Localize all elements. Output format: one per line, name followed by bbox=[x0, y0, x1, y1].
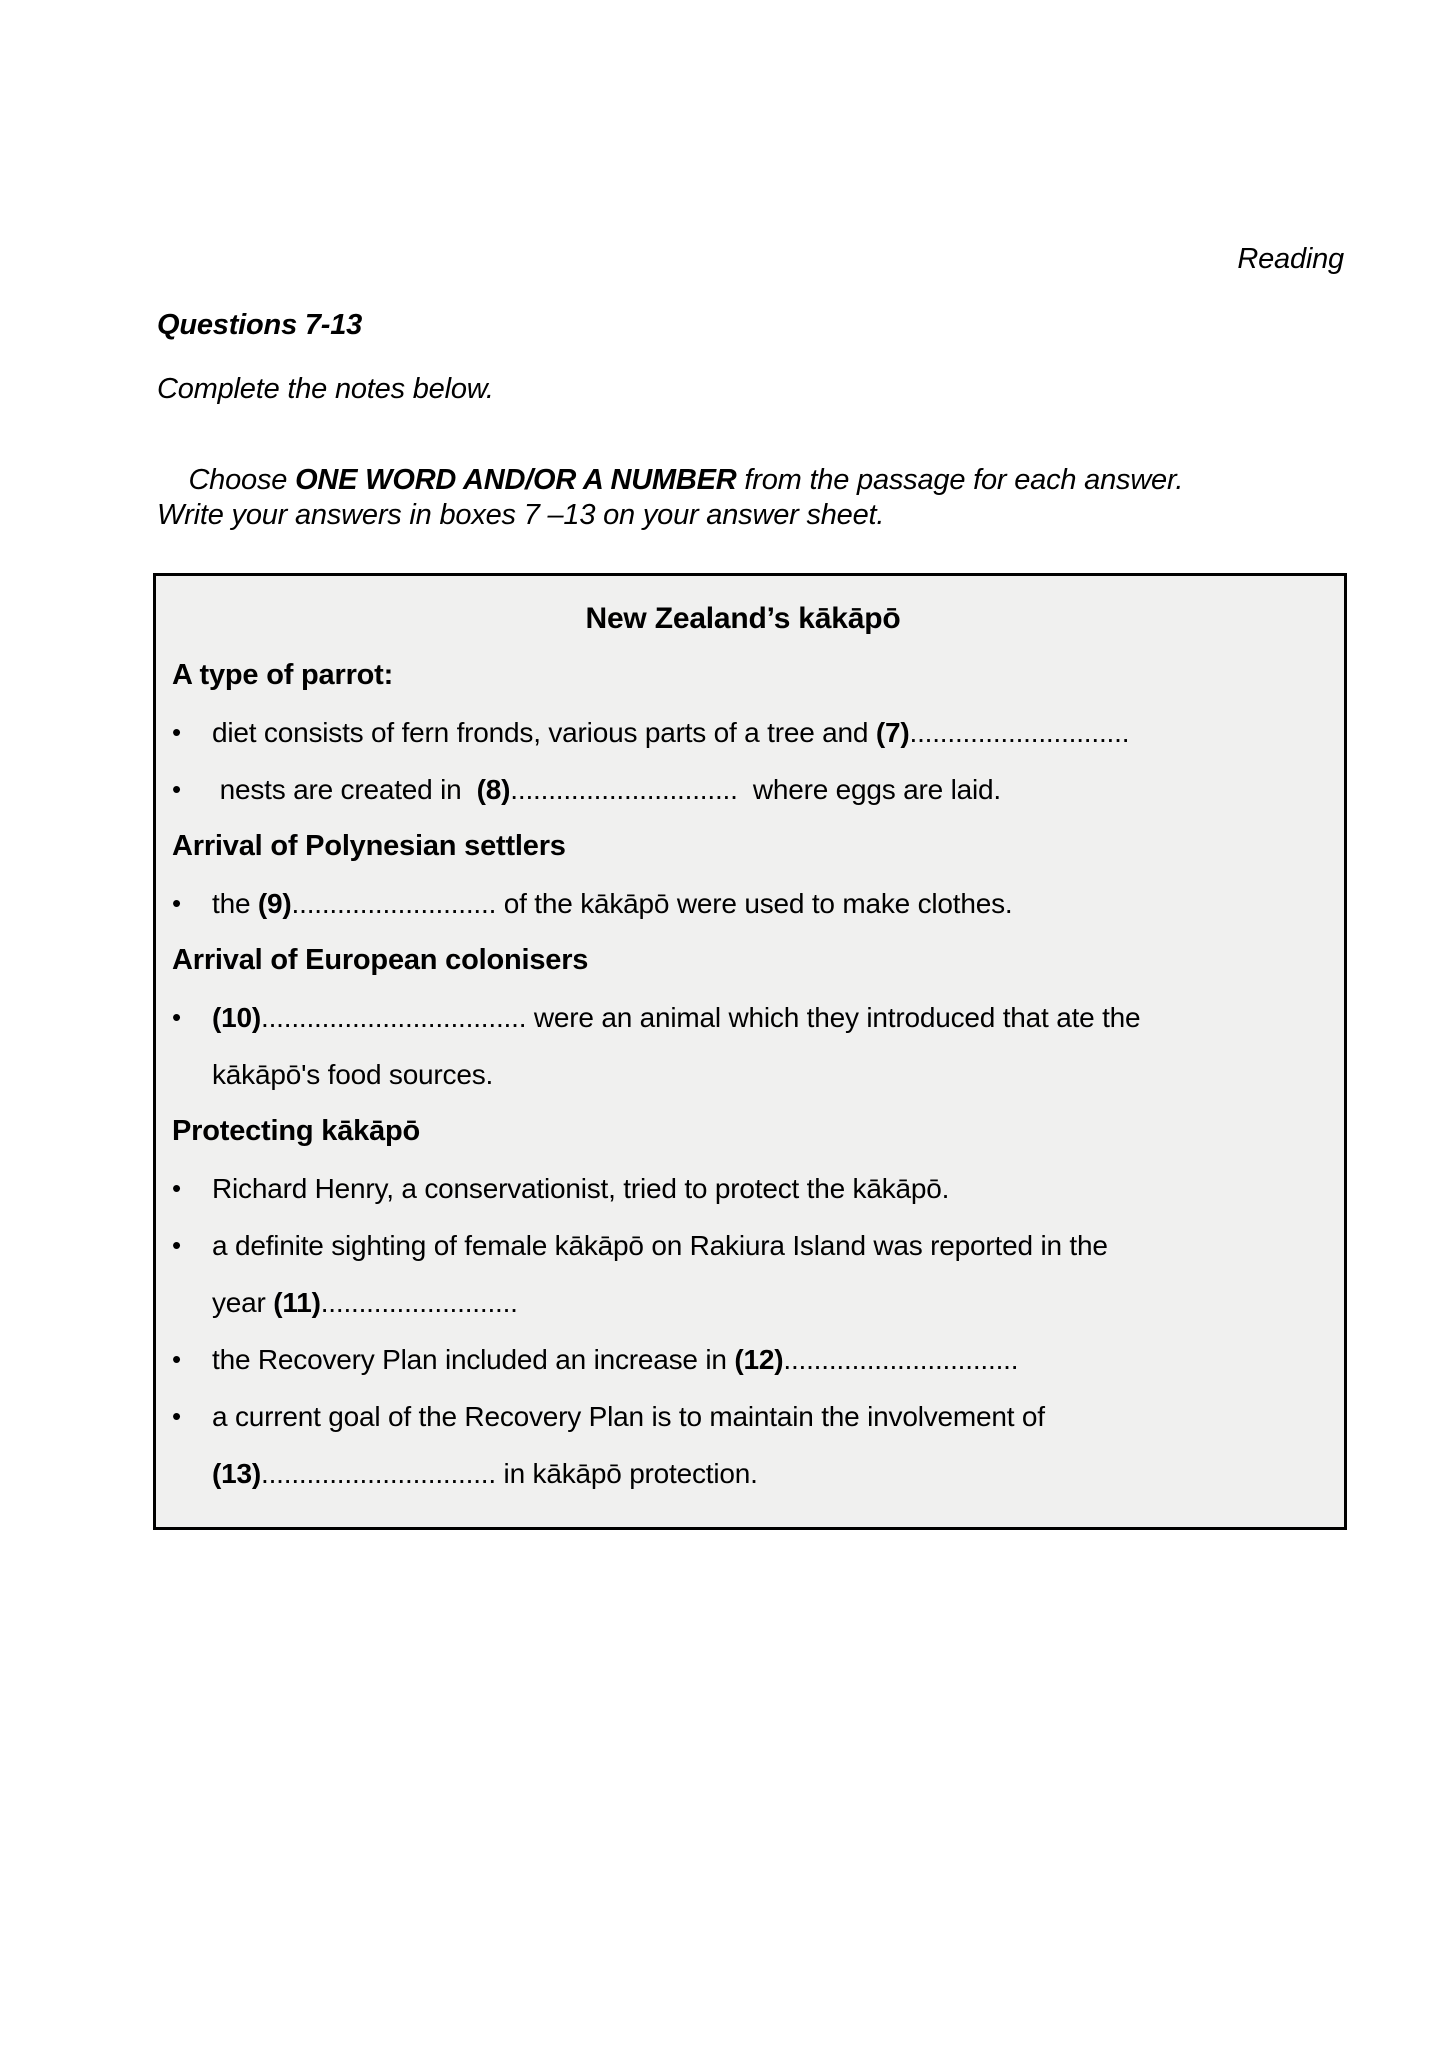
bullet-text-q7 bbox=[212, 704, 1314, 761]
bullet-icon: • bbox=[172, 1344, 181, 1374]
instruction-complete: Complete the notes below. bbox=[157, 373, 494, 405]
answer-blank-q10: ................................... bbox=[261, 1002, 527, 1033]
bullet-icon: • bbox=[172, 1230, 181, 1260]
instruction-choose-post: from the passage for each answer. bbox=[736, 464, 1184, 496]
q11-text-line1: a definite sighting of female kākāpō on Rakiura Island was reported in the bbox=[212, 1230, 1108, 1261]
answer-blank-q11: .......................... bbox=[320, 1287, 518, 1318]
bullet-icon: • bbox=[172, 774, 181, 804]
bullet-item-q7 bbox=[172, 704, 1314, 761]
answer-blank-q9: ........................... bbox=[291, 888, 497, 919]
bullet-icon: • bbox=[172, 1002, 181, 1032]
answer-blank-q8: .............................. bbox=[510, 774, 738, 805]
bullet-item-q10 bbox=[172, 989, 1314, 1103]
bullet-item-richard-henry bbox=[172, 1160, 1314, 1217]
q7-text: diet consists of fern fronds, various parts of a tree and bbox=[212, 717, 876, 748]
question-number-q7: (7) bbox=[875, 717, 910, 748]
question-number-q13: (13) bbox=[212, 1458, 261, 1489]
q8-text-pre: nests are created in bbox=[212, 774, 477, 805]
q13-text-line1: a current goal of the Recovery Plan is to maintain the involvement of bbox=[212, 1401, 1045, 1432]
section-heading-type-of-parrot: A type of parrot: bbox=[172, 659, 394, 691]
bullet-item-q11 bbox=[172, 1217, 1314, 1331]
instruction-choose-pre: Choose bbox=[188, 464, 296, 496]
question-number-q11: (11) bbox=[273, 1287, 321, 1318]
bullet-text-q8 bbox=[212, 761, 1314, 818]
q8-text-post: where eggs are laid. bbox=[737, 774, 1001, 805]
q12-text-pre: the Recovery Plan included an increase in bbox=[212, 1344, 735, 1375]
question-number-q10: (10) bbox=[212, 1002, 261, 1033]
bullet-icon: • bbox=[172, 888, 181, 918]
bullet-item-q8 bbox=[172, 761, 1314, 818]
q9-text-post: of the kākāpō were used to make clothes. bbox=[496, 888, 1013, 919]
q10-text-line2: kākāpō's food sources. bbox=[212, 1059, 494, 1090]
questions-range-title: Questions 7-13 bbox=[157, 309, 363, 341]
q11-text-line2-pre: year bbox=[212, 1287, 274, 1318]
bullet-text-q13 bbox=[212, 1388, 1314, 1502]
bullet-icon: • bbox=[172, 1173, 181, 1203]
bullet-text-q11 bbox=[212, 1217, 1314, 1331]
question-number-q8: (8) bbox=[476, 774, 511, 805]
q13-text-post: in kākāpō protection. bbox=[495, 1458, 758, 1489]
bullet-item-q13 bbox=[172, 1388, 1314, 1502]
section-heading-polynesian-settlers: Arrival of Polynesian settlers bbox=[172, 830, 566, 862]
question-number-q12: (12) bbox=[734, 1344, 784, 1375]
bullet-icon: • bbox=[172, 1401, 181, 1431]
section-heading-protecting-kakapo: Protecting kākāpō bbox=[172, 1115, 420, 1147]
instruction-choose-emphasis: ONE WORD AND/OR A NUMBER bbox=[295, 464, 737, 496]
page-header-reading: Reading bbox=[1237, 243, 1344, 275]
bullet-item-q9 bbox=[172, 875, 1314, 932]
section-heading-european-colonisers: Arrival of European colonisers bbox=[172, 944, 589, 976]
answer-blank-q12: ............................... bbox=[783, 1344, 1019, 1375]
answer-blank-q13: ............................... bbox=[261, 1458, 496, 1489]
bullet-icon: • bbox=[172, 717, 181, 747]
q9-text-pre: the bbox=[212, 888, 258, 919]
bullet-text-q9 bbox=[212, 875, 1314, 932]
bullet-text-q12 bbox=[212, 1331, 1314, 1388]
answer-blank-q7: ............................. bbox=[909, 717, 1130, 748]
bullet-text-richard-henry: Richard Henry, a conservationist, tried to protect the kākāpō. bbox=[212, 1173, 950, 1204]
instruction-write: Write your answers in boxes 7 –13 on your answer sheet. bbox=[157, 499, 885, 531]
notes-title: New Zealand’s kākāpō bbox=[585, 602, 901, 635]
bullet-item-q12 bbox=[172, 1331, 1314, 1388]
q10-text-line1: were an animal which they introduced that ate the bbox=[526, 1002, 1141, 1033]
bullet-text-q10 bbox=[212, 989, 1314, 1103]
notes-box bbox=[153, 573, 1347, 1530]
question-number-q9: (9) bbox=[257, 888, 292, 919]
